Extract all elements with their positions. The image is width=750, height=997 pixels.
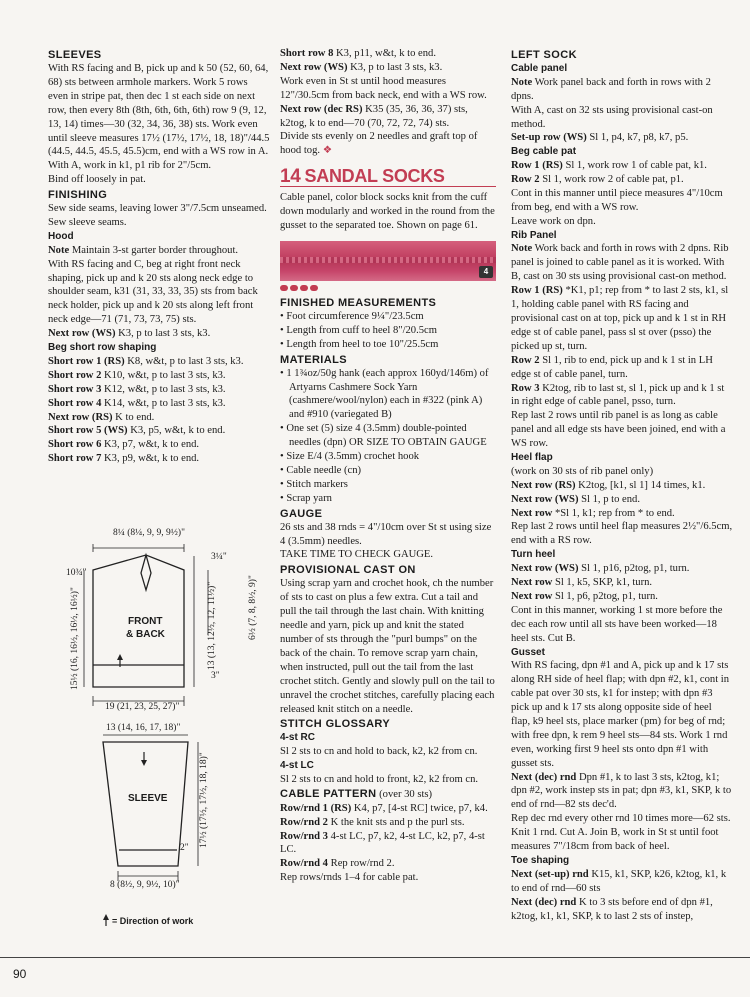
rib-row: Row 3 K2tog, rib to last st, sl 1, pick up and k 1 st in right edge of cable panel, psso, turn. bbox=[511, 382, 725, 408]
provisional-heading: PROVISIONAL CAST ON bbox=[280, 564, 416, 577]
gauge-heading: GAUGE bbox=[280, 507, 323, 520]
dim-sleeve-top: 13 (14, 16, 17, 18)" bbox=[106, 723, 181, 733]
heel-row: Next row *Sl 1, k1; rep from * to end. bbox=[511, 507, 675, 519]
legend-text: = Direction of work bbox=[112, 916, 194, 926]
schematic-diagram bbox=[48, 530, 270, 930]
cable-row: Row/rnd 1 (RS) K4, p7, [4-st RC] twice, p7, k4. bbox=[280, 802, 488, 814]
cable-rep: Rep rows/rnds 1–4 for cable pat. bbox=[280, 872, 419, 884]
turn-heel-heading: Turn heel bbox=[511, 549, 556, 561]
list-item: • Foot circumference 9¼"/23.5cm bbox=[280, 310, 424, 322]
setup-row: Set-up row (WS) Sl 1, p4, k7, p8, k7, p5. bbox=[511, 132, 689, 144]
skill-level-badge: 4 bbox=[479, 266, 493, 278]
gauge-check: TAKE TIME TO CHECK GAUGE. bbox=[280, 549, 434, 561]
hood-heading: Hood bbox=[48, 230, 74, 242]
dim-left-height: 10¾" bbox=[66, 568, 87, 578]
heel-row: Next row (RS) K2tog, [k1, sl 1] 14 times, k1. bbox=[511, 479, 706, 491]
hood-dec-row: Next row (dec RS) K35 (35, 36, 36, 37) sts, k2tog, k to end—70 (70, 72, 72, 74) sts. bbox=[280, 103, 468, 129]
short-row-heading: Beg short row shaping bbox=[48, 342, 157, 354]
dim-bottom-width: 19 (21, 23, 25, 27)" bbox=[105, 702, 180, 712]
front-back-label: FRONT bbox=[128, 616, 163, 627]
hood-work-even: Work even in St st until hood measures 12"/30.5cm from back neck, end with a WS row. bbox=[280, 75, 487, 101]
turn-row: Next row (WS) Sl 1, p16, p2tog, p1, turn. bbox=[511, 563, 690, 575]
turn-row: Next row Sl 1, p6, p2tog, p1, turn. bbox=[511, 590, 658, 602]
heel-flap-heading: Heel flap bbox=[511, 452, 553, 464]
cable-panel-note: Note Work panel back and forth in rows with 2 dpns. bbox=[511, 76, 711, 102]
rib-row: Row 2 Sl 1, rib to end, pick up and k 1 st in LH edge st of cable panel, turn. bbox=[511, 354, 713, 380]
cable-panel-cont: Cont in this manner until piece measures 4"/10cm from beg, end with a WS row. bbox=[511, 187, 723, 213]
gusset-rep: Rep dec rnd every other rnd 10 times more—62 sts. Knit 1 rnd. Cut A. Join B, work in St st until foot measures 7"/18cm from back of heel. bbox=[511, 813, 731, 853]
short-row: Short row 5 (WS) K3, p5, w&t, k to end. bbox=[48, 425, 226, 437]
finishing-text: Sew side seams, leaving lower 3"/7.5cm unseamed. Sew sleeve seams. bbox=[48, 203, 267, 229]
difficulty-rating-icon bbox=[280, 285, 496, 291]
rib-rep: Rep last 2 rows until rib panel is as long as cable panel and all edge sts have been joined, end with a WS row. bbox=[511, 410, 726, 450]
short-row: Short row 3 K12, w&t, p to last 3 sts, k3. bbox=[48, 383, 226, 395]
heel-flap-sts: (work on 30 sts of rib panel only) bbox=[511, 465, 654, 477]
list-item: • Stitch markers bbox=[280, 478, 348, 490]
dim-cuff: 2" bbox=[180, 843, 189, 853]
dim-right-length: 13 (13, 12½, 12, 11½)" bbox=[207, 581, 217, 670]
toe-row: Next (dec) rnd K to 3 sts before end of dpn #1, k2tog, k1, k1, SKP, k to last 2 sts of instep, bbox=[511, 896, 713, 922]
rc-heading: 4-st RC bbox=[280, 732, 316, 744]
gusset-text: With RS facing, dpn #1 and A, pick up and k 17 sts along RH side of heel flap; with dpn #2, k1, cont in cable pat over 30 sts, k1 for instep; with dpn #3 pick up and k 17 sts along opposite side of heel flap, k9 heel sts, place marker (pm) for beg of rnd; with free dpn, k rem 9 heel sts—84 sts. Work 1 rnd even, working first 9 heel sts onto dpn #1 with gusset sts. bbox=[511, 660, 730, 769]
finished-heading: FINISHED MEASUREMENTS bbox=[280, 296, 437, 309]
toe-row: Next (set-up) rnd K15, k1, SKP, k26, k2tog, k1, k to end of rnd—60 sts bbox=[511, 868, 727, 894]
list-item: • 1 1¾oz/50g hank (each approx 160yd/146m) of Artyarns Cashmere Sock Yarn (cashmere/wool/nylon) each in #322 (pink A) and #910 (variegated B) bbox=[280, 367, 489, 421]
short-row: Short row 2 K10, w&t, p to last 3 sts, k3. bbox=[48, 369, 226, 381]
list-item: • Length from heel to toe 10"/25.5cm bbox=[280, 338, 439, 350]
rc-text: Sl 2 sts to cn and hold to back, k2, k2 from cn. bbox=[280, 746, 478, 758]
column-middle bbox=[280, 47, 496, 885]
cable-panel-heading: Cable panel bbox=[511, 63, 568, 74]
dim-top-width: 8¼ (8¼, 9, 9, 9½)" bbox=[113, 528, 185, 538]
end-diamond-icon: ❖ bbox=[322, 145, 333, 157]
cable-row: Row/rnd 3 4-st LC, p7, k2, 4-st LC, k2, p7, 4-st LC. bbox=[280, 830, 485, 856]
short-row: Next row (RS) K to end. bbox=[48, 411, 155, 423]
front-back-label: & BACK bbox=[126, 629, 165, 640]
list-item: • Length from cuff to heel 8"/20.5cm bbox=[280, 324, 437, 336]
sleeves-heading: SLEEVES bbox=[48, 49, 102, 61]
list-item: • Size E/4 (3.5mm) crochet hook bbox=[280, 451, 420, 463]
lc-heading: 4-st LC bbox=[280, 760, 314, 772]
dim-front-height: 6½ (7, 8, 8½, 9)" bbox=[248, 575, 258, 640]
page-number: 90 bbox=[13, 967, 27, 981]
materials-heading: MATERIALS bbox=[280, 353, 347, 366]
sleeves-text: Bind off loosely in pat. bbox=[48, 174, 146, 186]
lc-text: Sl 2 sts to cn and hold to front, k2, k2 from cn. bbox=[280, 773, 479, 785]
footer-rule bbox=[0, 957, 750, 958]
neck-slit bbox=[141, 555, 151, 590]
cable-row: Row/rnd 4 Rep row/rnd 2. bbox=[280, 858, 395, 870]
cast-on-text: With A, cast on 32 sts using provisional cast-on method. bbox=[511, 104, 713, 130]
short-row: Short row 4 K14, w&t, p to last 3 sts, k3. bbox=[48, 397, 226, 409]
dim-sleeve-length: 17½ (17½, 17½, 18, 18)" bbox=[199, 752, 209, 848]
heel-row: Next row (WS) Sl 1, p to end. bbox=[511, 493, 640, 505]
hood-cont-row: Short row 8 K3, p11, w&t, k to end. bbox=[280, 48, 436, 59]
pattern-title: 14 SANDAL SOCKS bbox=[280, 170, 496, 187]
turn-row: Next row Sl 1, k5, SKP, k1, turn. bbox=[511, 576, 653, 588]
dim-side-length: 15½ (16, 16½, 16½, 16½)" bbox=[70, 587, 80, 690]
cable-panel-row: Row 1 (RS) Sl 1, work row 1 of cable pat, k1. bbox=[511, 160, 707, 172]
hood-text: With RS facing and C, beg at right front neck shaping, pick up and k 20 sts along neck edge to shoulder seam, k31 (31, 33, 33, 35) sts from back neck holder, pick up and k 20 sts along left front neck edge—71 (71, 73, 73, 75) sts. bbox=[48, 258, 258, 326]
cable-panel-leave: Leave work on dpn. bbox=[511, 215, 596, 227]
rib-panel-heading: Rib Panel bbox=[511, 229, 557, 241]
dim-hem: 3" bbox=[211, 671, 220, 681]
sock-swatch-image bbox=[280, 241, 496, 281]
beg-cable-heading: Beg cable pat bbox=[511, 146, 577, 158]
column-left bbox=[48, 47, 270, 466]
rib-row: Row 1 (RS) *K1, p1; rep from * to last 2 sts, k1, sl 1, holding cable panel with RS facing and provisional cast on at top, pick up and k 1 st in RH edge st of cable panel, pass sl st over (psso) the picked up st, turn. bbox=[511, 285, 729, 352]
list-item: • One set (5) size 4 (3.5mm) double-pointed needles (dpn) OR SIZE TO OBTAIN GAUGE bbox=[280, 423, 487, 449]
toe-heading: Toe shaping bbox=[511, 855, 570, 866]
cable-row: Row/rnd 2 K the knit sts and p the purl sts. bbox=[280, 816, 465, 828]
hood-next-row: Next row (WS) K3, p to last 3 sts, k3. bbox=[48, 328, 211, 340]
gauge-text: 26 sts and 38 rnds = 4"/10cm over St st using size 4 (3.5mm) needles. bbox=[280, 521, 492, 547]
dim-sleeve-bottom: 8 (8½, 9, 9½, 10)" bbox=[110, 880, 180, 890]
sleeves-text: With A, work in k1, p1 rib for 2"/5cm. bbox=[48, 160, 212, 172]
hood-divide: Divide sts evenly on 2 needles and graft top of hood tog. ❖ bbox=[280, 131, 478, 157]
rib-panel-note: Note Work back and forth in rows with 2 dpns. Rib panel is joined to cable panel as it is worked. With B, cast on 30 sts using provisional cast-on method. bbox=[511, 243, 729, 283]
left-sock-heading: LEFT SOCK bbox=[511, 49, 577, 61]
cable-panel-row: Row 2 Sl 1, work row 2 of cable pat, p1. bbox=[511, 174, 684, 186]
finishing-heading: FINISHING bbox=[48, 189, 108, 202]
sleeves-text: With RS facing and B, pick up and k 50 (52, 60, 64, 68) sts between armhole markers. Work 5 rows even in stripe pat, then dec 1 st each side on next row, then every 8th (8th, 6th, 6th, 6th) row 9 (9, 12, 13, 14) times—30 (32, 34, 36, 38) sts. Work even until sleeve measures 17½ (17½, 17½, 18, 18)"/44.5 (44.5, 44.5, 45.5, 45.5)cm, end with a WS row in A. bbox=[48, 63, 270, 158]
hood-note: Note Maintain 3-st garter border throughout. bbox=[48, 244, 239, 256]
list-item: • Scrap yarn bbox=[280, 492, 332, 504]
column-right bbox=[511, 47, 733, 923]
sleeve-label: SLEEVE bbox=[128, 793, 168, 804]
gusset-heading: Gusset bbox=[511, 646, 545, 658]
glossary-heading: STITCH GLOSSARY bbox=[280, 718, 391, 731]
turn-cont: Cont in this manner, working 1 st more before the dec each row until all sts have been worked—18 heel sts. Cut B. bbox=[511, 604, 723, 644]
dim-neck-depth: 3¼" bbox=[211, 552, 227, 562]
pattern-intro: Cable panel, color block socks knit from the cuff down modularly and worked in the round from the gusset to the separated toe. Shown on page 61. bbox=[280, 192, 495, 231]
gusset-dec-row: Next (dec) rnd Dpn #1, k to last 3 sts, k2tog, k1; dpn #2, work instep sts in pat; dpn #3, k1, SKP, k to end of rnd—82 sts dec'd. bbox=[511, 771, 732, 811]
short-row: Short row 7 K3, p9, w&t, k to end. bbox=[48, 453, 200, 465]
list-item: • Cable needle (cn) bbox=[280, 464, 362, 476]
heel-rep: Rep last 2 rows until heel flap measures 2½"/6.5cm, end with a RS row. bbox=[511, 521, 733, 547]
provisional-text: Using scrap yarn and crochet hook, ch the number of sts to cast on plus a few extra. Cut a tail and pull the tail through the last chain. With knitting needle and yarn, pick up and knit the stated number of sts through the "purl bumps" on the back of the chain. To remove scrap yarn chain, when instructed, pull out the tail from the last crochet stitch. Gently and slowly pull on the tail to unravel the crochet stitches, carefully placing each released knit stitch on a needle. bbox=[280, 578, 495, 715]
hood-cont-row: Next row (WS) K3, p to last 3 sts, k3. bbox=[280, 61, 443, 73]
short-row: Short row 6 K3, p7, w&t, k to end. bbox=[48, 439, 200, 451]
cable-heading: CABLE PATTERN (over 30 sts) bbox=[280, 787, 433, 800]
short-row: Short row 1 (RS) K8, w&t, p to last 3 sts, k3. bbox=[48, 355, 244, 367]
